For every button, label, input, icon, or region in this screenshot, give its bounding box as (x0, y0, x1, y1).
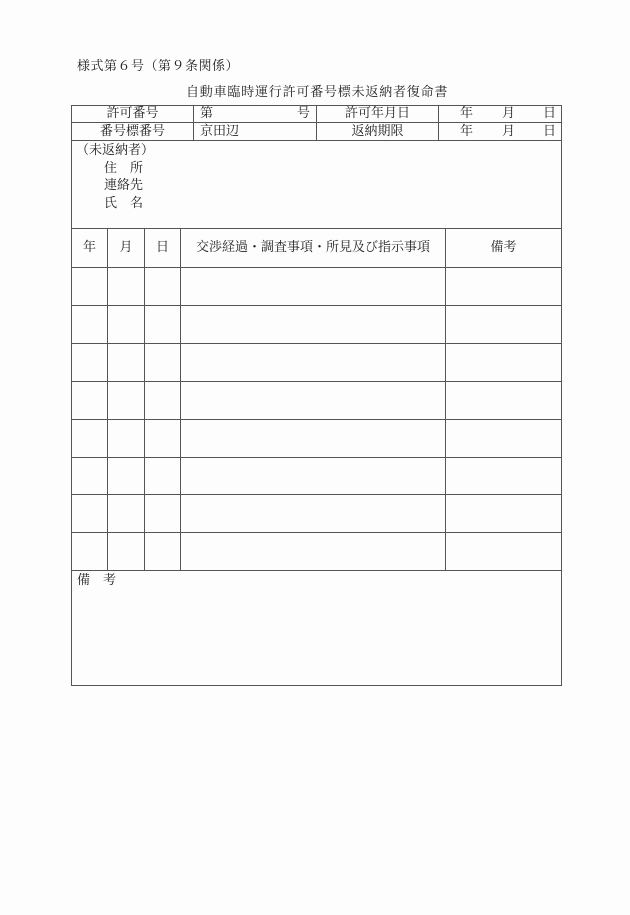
permit-date-label: 許可年月日 (344, 106, 410, 121)
column-header-details: 交渉経過・調査事項・所見及び指示事項 (195, 240, 430, 255)
table-border-right (561, 105, 562, 686)
divider (180, 228, 181, 570)
permit-number-label: 許可番号 (106, 106, 159, 121)
divider (438, 105, 439, 140)
table-border-bottom (71, 685, 562, 686)
contact-label: 連絡先 (104, 178, 144, 193)
permit-number-suffix: 号 (297, 106, 311, 121)
table-row (71, 419, 562, 420)
divider (445, 228, 446, 570)
divider (71, 140, 562, 141)
remarks-label: 備 考 (77, 573, 117, 588)
column-header-day: 日 (155, 240, 169, 255)
permit-date-day: 日 (543, 106, 557, 121)
column-header-month: 月 (119, 240, 133, 255)
permit-date-year: 年 (460, 106, 474, 121)
return-deadline-day: 日 (543, 124, 557, 139)
divider (193, 105, 194, 140)
permit-date-month: 月 (502, 106, 516, 121)
table-row (71, 457, 562, 458)
table-row (71, 305, 562, 306)
table-border-left (71, 105, 72, 686)
table-row (71, 381, 562, 382)
return-deadline-label: 返納期限 (351, 124, 404, 139)
divider (107, 228, 108, 570)
table-row (71, 343, 562, 344)
document-title: 自動車臨時運行許可番号標未返納者復命書 (186, 85, 449, 100)
plate-number-value: 京田辺 (200, 124, 240, 139)
column-header-remarks: 備考 (490, 240, 517, 255)
form-number: 様式第６号（第９条関係） (77, 59, 240, 74)
table-row (71, 570, 562, 571)
name-label: 氏 名 (104, 196, 144, 211)
divider (144, 228, 145, 570)
permit-number-prefix: 第 (200, 106, 214, 121)
table-row (71, 532, 562, 533)
address-label: 住 所 (104, 161, 144, 176)
column-header-year: 年 (82, 240, 96, 255)
return-deadline-month: 月 (502, 124, 516, 139)
return-deadline-year: 年 (460, 124, 474, 139)
plate-number-label: 番号標番号 (99, 124, 165, 139)
table-row (71, 494, 562, 495)
non-returner-heading: （未返納者） (76, 143, 155, 158)
